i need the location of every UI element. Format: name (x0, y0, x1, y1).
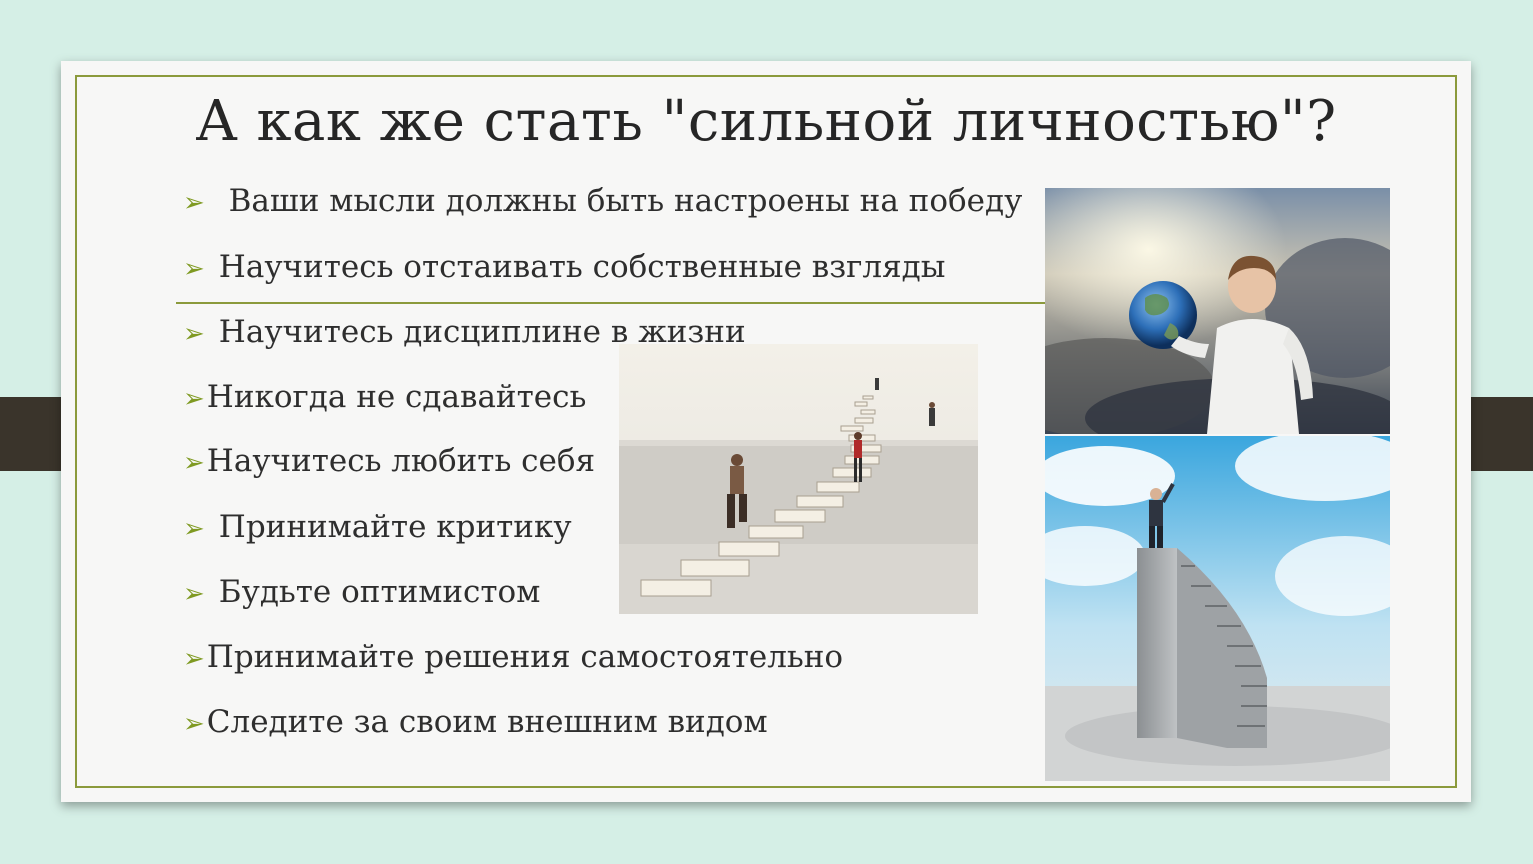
list-item (183, 314, 746, 350)
arrowhead-icon: ➢ (183, 448, 205, 478)
arrowhead-icon: ➢ (183, 188, 205, 218)
bullet-text: Научитесь отстаивать собственные взгляды (218, 249, 946, 285)
list-item (183, 249, 945, 285)
books-staircase-photo (619, 344, 978, 614)
bullet-text: Будьте оптимистом (218, 574, 541, 610)
child-with-globe-photo (1045, 188, 1390, 434)
bullet-text: Принимайте решения самостоятельно (206, 639, 844, 675)
bullet-text: Ваши мысли должны быть настроены на победу (218, 183, 1023, 219)
arrowhead-icon: ➢ (183, 254, 205, 284)
list-item (183, 183, 1022, 219)
list-item (183, 639, 843, 675)
arrowhead-icon: ➢ (183, 579, 205, 609)
arrowhead-icon: ➢ (183, 319, 205, 349)
list-item (183, 379, 586, 415)
divider-line (176, 302, 1046, 304)
arrowhead-icon: ➢ (183, 384, 205, 414)
slide-title: А как же стать "сильной личностью"? (195, 89, 1337, 154)
list-item (183, 704, 768, 740)
bullet-text: Научитесь любить себя (206, 443, 596, 479)
bullet-text: Научитесь дисциплине в жизни (218, 314, 746, 350)
bullet-text: Следите за своим внешним видом (206, 704, 768, 740)
bullet-text: Никогда не сдавайтесь (206, 379, 587, 415)
list-item (183, 509, 572, 545)
slide (61, 61, 1471, 802)
arrowhead-icon: ➢ (183, 644, 205, 674)
list-item (183, 574, 540, 610)
arrowhead-icon: ➢ (183, 709, 205, 739)
bullet-text: Принимайте критику (218, 509, 572, 545)
arrowhead-icon: ➢ (183, 514, 205, 544)
list-item (183, 443, 595, 479)
tower-staircase-photo (1045, 436, 1390, 781)
